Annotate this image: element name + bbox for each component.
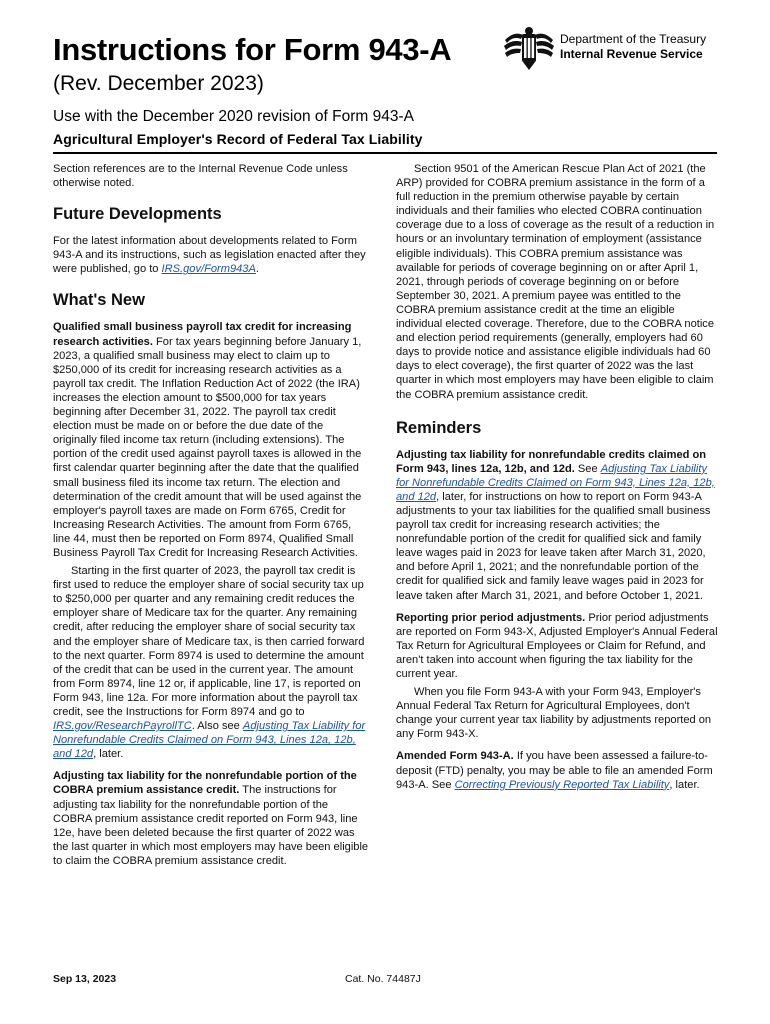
- correcting-liability-link[interactable]: Correcting Previously Reported Tax Liability: [454, 778, 670, 791]
- prior-period-paragraph: [396, 611, 718, 681]
- left-column: [53, 162, 369, 876]
- payroll-credit-end: , later.: [93, 748, 124, 761]
- research-credit-text: For tax years beginning before January 1, 2023, a qualified small business may elect to claim up to $250,000 of its credit for increasing research activities as a payroll tax credit. The Inflation Reduction Act of 2022 (the IRA) increases the election amount to $500,000 for tax years beginning after December 31, 2022. The payroll tax credit election must be made on or before the due date of the originally filed income tax return (including extensions). The portion of the credit used against payroll taxes is allowed in the first calendar quarter beginning after the date that the qualified small business filed its income tax return. The election and determination of the credit amount that will be used against the employer's payroll taxes are made on Form 6765, Credit for Increasing Research Activities. The amount from Form 6765, line 44, must then be reported on Form 8974, Qualified Small Business Payroll Tax Credit for Increasing Research Activities.: [53, 335, 362, 559]
- prior-period-lead: Reporting prior period adjustments.: [396, 611, 586, 624]
- irs-form943a-link[interactable]: IRS.gov/Form943A: [161, 263, 256, 276]
- nonrefundable-credits-mid: See: [574, 462, 601, 475]
- research-payroll-link[interactable]: IRS.gov/ResearchPayrollTC: [53, 720, 192, 733]
- footer-date: Sep 13, 2023: [53, 973, 117, 985]
- adjusting-tax-liability-link-2[interactable]: Adjusting Tax Liability for Nonrefundable Credits Claimed on Form 943, Lines 12a, 12b, and 12d: [396, 462, 715, 503]
- catalog-number: Cat. No. 74487J: [345, 973, 421, 985]
- payroll-credit-paragraph: [53, 564, 369, 761]
- arp-cobra-paragraph: Section 9501 of the American Rescue Plan Act of 2021 (the ARP) provided for COBRA premium assistance in the form of a full reduction in the premium otherwise payable by certain individuals and their families who elected COBRA continuation coverage due to a loss of coverage as the result of a reduction in hours or an involuntary termination of employment (assistance eligible individuals). This COBRA premium assistance was available for periods of coverage beginning on or after April 1, 2021, through periods of coverage beginning on or before September 30, 2021. A premium payee was entitled to the COBRA premium assistance credit at the time an eligible individual elected coverage. Therefore, due to the COBRA notice and election period requirements (generally, employers had 60 days to provide notice and assistance eligible individuals had 60 days to elect coverage), the first quarter of 2022 was the last quarter in which most employers may have been eligible to claim the COBRA premium assistance credit.: [396, 163, 715, 401]
- nonrefundable-credits-paragraph: [396, 448, 718, 603]
- use-with-note: Use with the December 2020 revision of Form 943-A: [53, 108, 414, 125]
- future-developments-paragraph: [53, 234, 369, 276]
- revision-date: (Rev. December 2023): [53, 72, 264, 95]
- agency-name: Internal Revenue Service: [560, 47, 703, 61]
- cobra-adjustment-text: The instructions for adjusting tax liability for the nonrefundable portion of the COBRA premium assistance credit reported on Form 943, line 12e, have been deleted because the first quarter of 2022 was the last quarter in which most employers may have been eligible to claim the COBRA premium assistance credit.: [53, 784, 369, 867]
- future-end: .: [255, 263, 259, 276]
- adjusting-tax-liability-link[interactable]: Adjusting Tax Liability for Nonrefundable Credits Claimed on Form 943, Lines 12a, 12b, and 12d: [53, 720, 366, 761]
- right-column: [396, 162, 718, 800]
- future-developments-heading: Future Developments: [53, 205, 222, 224]
- nonrefundable-credits-lead: Adjusting tax liability for nonrefundable credits claimed on Form 943, lines 12a, 12b, and 12d.: [396, 448, 707, 475]
- amended-form-lead: Amended Form 943-A.: [396, 750, 514, 763]
- research-credit-lead: Qualified small business payroll tax credit for increasing research activities.: [53, 321, 352, 348]
- whats-new-heading: What's New: [53, 291, 145, 310]
- reminders-heading: Reminders: [396, 418, 482, 437]
- prior-period-text: Prior period adjustments are reported on Form 943-X, Adjusted Employer's Annual Federal Tax Return for Agricultural Employees or Claim for Refund, and aren't taken into account when figuring the tax liability for the current year.: [396, 611, 718, 680]
- intro-paragraph: Section references are to the Internal Revenue Code unless otherwise noted.: [53, 163, 348, 190]
- irs-eagle-logo-icon: [503, 26, 555, 72]
- amended-form-paragraph: [396, 749, 718, 791]
- department-name: Department of the Treasury: [560, 32, 707, 46]
- page-title: Instructions for Form 943-A: [53, 32, 452, 67]
- form-subtitle: Agricultural Employer's Record of Federal Tax Liability: [53, 131, 423, 147]
- header-divider: [53, 152, 717, 154]
- nonrefundable-credits-text: , later, for instructions on how to report on Form 943-A adjustments to your tax liabilities for the qualified small business payroll tax credit for increasing research activities; the nonrefundable portion of the credit for qualified sick and family leave wages paid in 2023 for leave taken after March 31, 2020, and before April 1, 2021; and the nonrefundable portion of the credit for qualified sick and family leave wages paid in 2023 for leave taken after March 31, 2021, and before October 1, 2021.: [396, 490, 711, 602]
- amended-form-text: If you have been assessed a failure-to-deposit (FTD) penalty, you may be able to file an amended Form 943-A. See: [396, 750, 713, 791]
- cobra-adjustment-lead: Adjusting tax liability for the nonrefundable portion of the COBRA premium assistance credit.: [53, 770, 357, 797]
- form943x-paragraph: When you file Form 943-A with your Form 943, Employer's Annual Federal Tax Return for Agricultural Employees, don't change your current year tax liability by adjustments reported on any Form 943-X.: [396, 686, 712, 741]
- future-text: For the latest information about developments related to Form 943-A and its instructions, such as legislation enacted after they were published, go to: [53, 235, 366, 276]
- research-credit-paragraph: [53, 320, 369, 560]
- cobra-adjustment-paragraph: [53, 769, 369, 868]
- amended-form-end: , later.: [669, 778, 700, 791]
- payroll-credit-text: Starting in the first quarter of 2023, the payroll tax credit is first used to reduce the employer share of social security tax up to $250,000 per quarter and any remaining credit reduces the employer share of Medicare tax for the quarter. Any remaining credit, after reducing the employer share of social security tax and the employer share of Medicare tax, is then carried forward to the next quarter. Form 8974 is used to determine the amount of the credit that can be used in the current year. The amount from Form 8974, line 12 or, if applicable, line 17, is reported on Form 943, line 12a. For more information about the payroll tax credit, see the Instructions for Form 8974 and go to: [53, 565, 365, 718]
- payroll-credit-mid: . Also see: [191, 720, 243, 733]
